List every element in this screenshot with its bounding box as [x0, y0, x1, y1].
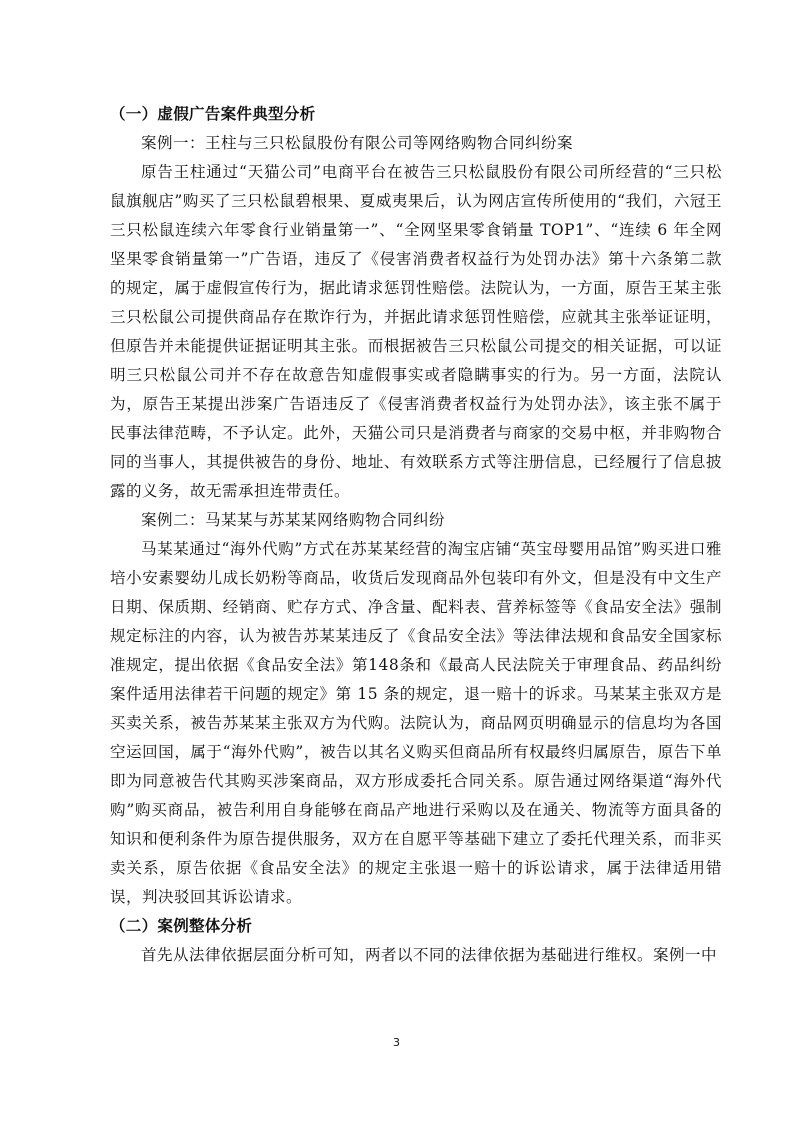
- section-heading-overall-analysis: （二）案例整体分析: [110, 917, 253, 935]
- case-two-body: 马某某通过“海外代购”方式在苏某某经营的淘宝店铺“英宝母婴用品馆”购买进口雅培小安素婴幼儿成长奶粉等商品，收货后发现商品外包装印有外文，但是没有中文生产日期、保质期、经销商、贮存方式、净含量、配料表、营养标签等《食品安全法》强制规定标注的内容，认为被告苏某某违反了《食品安全法》等法律法规和食品安全国家标准规定，提出依据《食品安全法》第148条和《最高人民法院关于审理食品、药品纠纷案件适用法律若干问题的规定》第 15 条的规定，退一赔十的诉求。马某某主张双方是买卖关系，被告苏某某主张双方为代购。法院认为，商品网页明确显示的信息均为各国空运回国，属于“海外代购”，被告以其名义购买但商品所有权最终归属原告，原告下单即为同意被告代其购买涉案商品，双方形成委托合同关系。原告通过网络渠道“海外代购”购买商品，被告利用自身能够在商品产地进行采购以及在通关、物流等方面具备的知识和便利条件为原告提供服务，双方在自愿平等基础下建立了委托代理关系，而非买卖关系，原告依据《食品安全法》的规定主张退一赔十的诉讼请求，属于法律适用错误，判决驳回其诉讼请求。: [110, 540, 722, 906]
- section-heading-false-advertising: （一）虚假广告案件典型分析: [110, 105, 316, 123]
- case-one-title: 案例一：王柱与三只松鼠股份有限公司等网络购物合同纠纷案: [141, 134, 574, 152]
- overall-analysis-body: 首先从法律依据层面分析可知，两者以不同的法律依据为基础进行维权。案例一中: [141, 946, 718, 964]
- page-content: [110, 100, 722, 970]
- page-number: 3: [393, 1036, 400, 1049]
- case-two-title: 案例二：马某某与苏某某网络购物合同纠纷: [141, 511, 446, 529]
- case-one-body: 原告王柱通过“天猫公司”电商平台在被告三只松鼠股份有限公司所经营的“三只松鼠旗舰店”购买了三只松鼠碧根果、夏威夷果后，认为网店宣传所使用的“我们，六冠王三只松鼠连续六年零食行业销量第一”、“全网坚果零食销量 TOP1”、“连续 6 年全网坚果零食销量第一”广告语，违反了《侵害消费者权益行为处罚办法》第十六条第二款的规定，属于虚假宣传行为，据此请求惩罚性赔偿。法院认为，一方面，原告王某主张三只松鼠公司提供商品存在欺诈行为，并据此请求惩罚性赔偿，应就其主张举证证明，但原告并未能提供证据证明其主张。而根据被告三只松鼠公司提交的相关证据，可以证明三只松鼠公司并不存在故意告知虚假事实或者隐瞒事实的行为。另一方面，法院认为，原告王某提出涉案广告语违反了《侵害消费者权益行为处罚办法》，该主张不属于民事法律范畴，不予认定。此外，天猫公司只是消费者与商家的交易中枢，并非购物合同的当事人，其提供被告的身份、地址、有效联系方式等注册信息，已经履行了信息披露的义务，故无需承担连带责任。: [110, 163, 722, 500]
